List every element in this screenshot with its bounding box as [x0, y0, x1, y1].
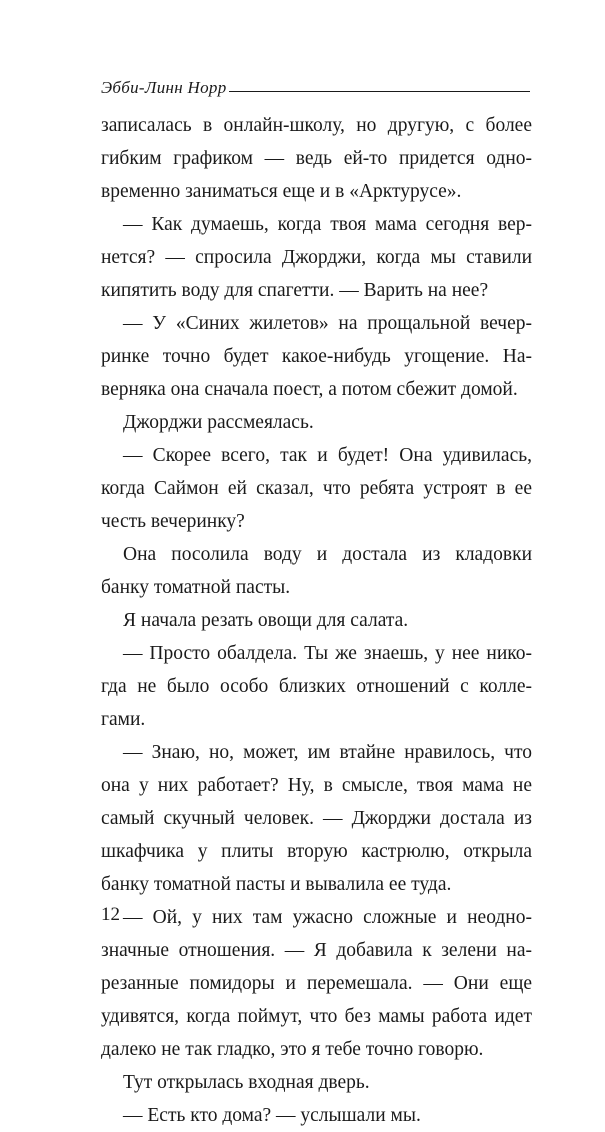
text-line: — Знаю, но, может, им втайне нравилось, что: [123, 742, 532, 763]
text-line: самый скучный человек. — Джорджи достала из: [101, 808, 532, 829]
text-line: гда не было особо близких отношений с колле-: [101, 676, 532, 697]
text-line: верняка она сначала поест, а потом сбежит домой.: [101, 379, 518, 400]
text-line: Тут открылась входная дверь.: [123, 1072, 370, 1093]
text-line: удивятся, когда поймут, что без мамы работа идет: [101, 1006, 532, 1027]
text-line: — Как думаешь, когда твоя мама сегодня вер-: [123, 214, 532, 235]
text-line: шкафчика у плиты вторую кастрюлю, открыла: [101, 841, 532, 862]
text-line: временно заниматься еще и в «Арктурусе».: [101, 181, 462, 202]
text-line: — У «Синих жилетов» на прощальной вечер-: [123, 313, 532, 334]
page-number: 12: [101, 904, 120, 925]
text-line: когда Саймон ей сказал, что ребята устроят в ее: [101, 478, 532, 499]
header-author: Эбби-Линн Норр: [101, 78, 227, 97]
text-line: Джорджи рассмеялась.: [123, 412, 314, 433]
text-line: ринке точно будет какое-нибудь угощение. На-: [101, 346, 532, 367]
text-line: Она посолила воду и достала из кладовки: [123, 544, 532, 565]
body-text: [101, 109, 532, 1132]
text-line: Я начала резать овощи для салата.: [123, 610, 409, 631]
text-line: гами.: [101, 709, 146, 730]
text-line: значные отношения. — Я добавила к зелени на-: [101, 940, 532, 961]
text-line: банку томатной пасты и вывалила ее туда.: [101, 874, 452, 895]
text-line: нется? — спросила Джорджи, когда мы ставили: [101, 247, 532, 268]
text-line: банку томатной пасты.: [101, 577, 291, 598]
text-line: честь вечеринку?: [101, 511, 245, 532]
text-line: кипятить воду для спагетти. — Варить на нее?: [101, 280, 489, 301]
text-line: — Скорее всего, так и будет! Она удивилась,: [123, 445, 532, 466]
text-line: резанные помидоры и перемешала. — Они еще: [101, 973, 532, 994]
text-line: — Ой, у них там ужасно сложные и неодно-: [123, 907, 532, 928]
running-header: [101, 78, 530, 98]
header-rule: [229, 91, 530, 92]
text-line: записалась в онлайн-школу, но другую, с более: [101, 115, 532, 136]
text-line: гибким графиком — ведь ей-то придется одно-: [101, 148, 532, 169]
text-line: — Просто обалдела. Ты же знаешь, у нее нико-: [123, 643, 532, 664]
text-line: далеко не так гладко, это я тебе точно говорю.: [101, 1039, 484, 1060]
text-line: — Есть кто дома? — услышали мы.: [123, 1105, 421, 1126]
text-line: она у них работает? Ну, в смысле, твоя мама не: [101, 775, 532, 796]
